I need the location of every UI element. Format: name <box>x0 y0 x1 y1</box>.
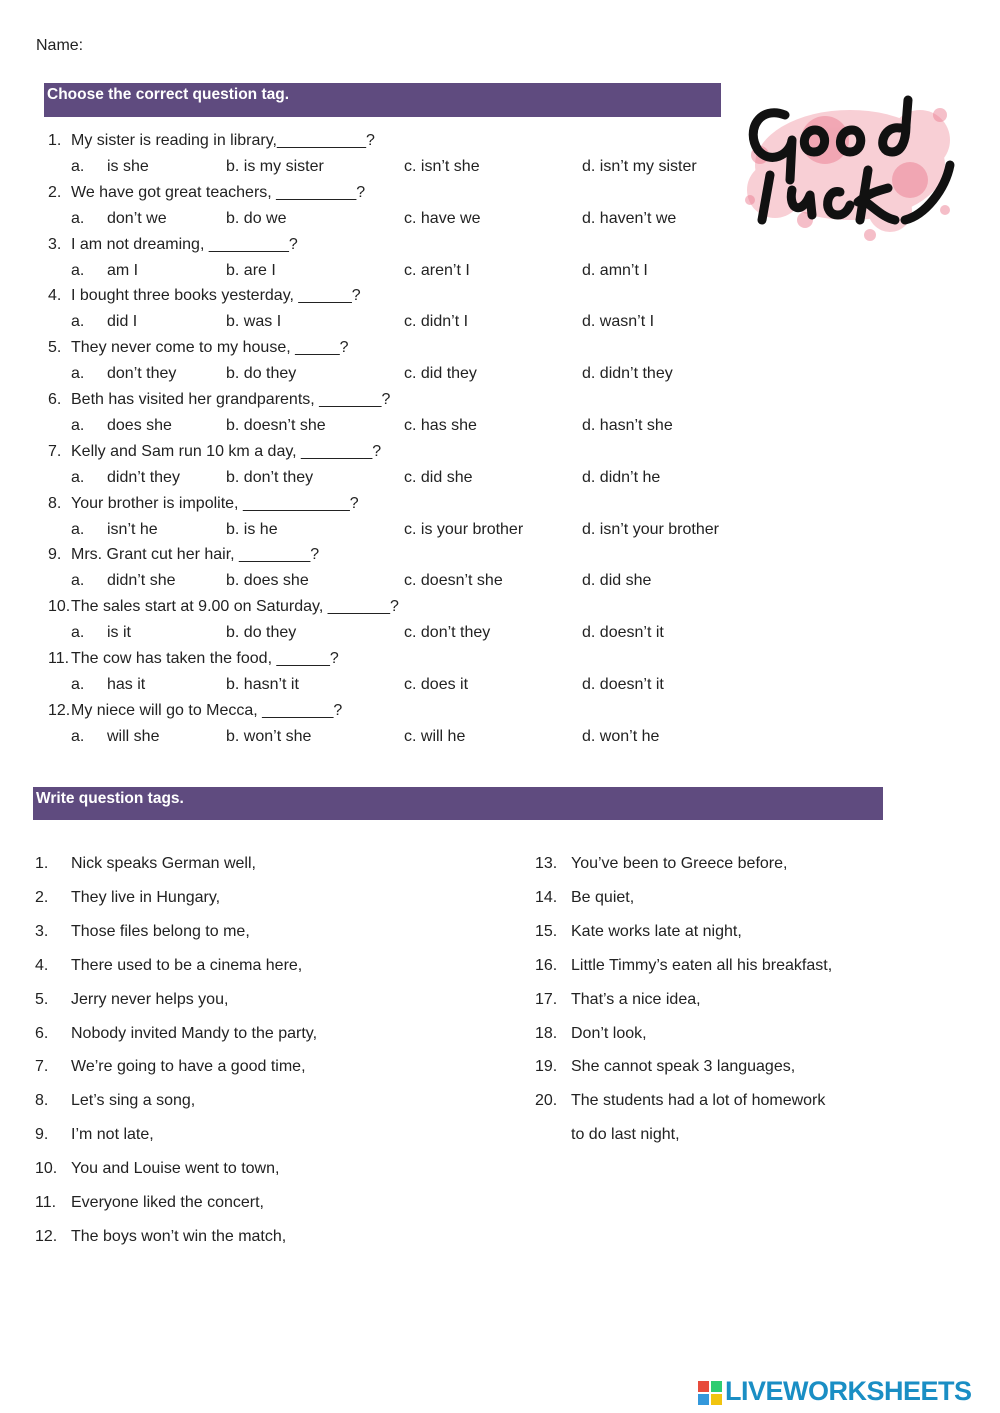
item-number: 7. <box>35 1058 49 1076</box>
option-a[interactable]: will she <box>107 727 160 745</box>
item-number: 18. <box>535 1024 558 1042</box>
option-b[interactable]: b. don’t they <box>226 468 314 486</box>
item-number: 1. <box>35 855 49 872</box>
option-d[interactable]: d. isn’t my sister <box>582 158 697 175</box>
item-text: Don’t look, <box>571 1024 647 1042</box>
item-number: 6. <box>35 1024 49 1042</box>
option-b[interactable]: b. do we <box>226 209 287 227</box>
item-text: Nobody invited Mandy to the party, <box>71 1024 318 1042</box>
option-a-letter[interactable]: a. <box>71 158 85 175</box>
question-number: 10. <box>48 598 71 616</box>
question-text: Beth has visited her grandparents, _______? <box>71 391 391 408</box>
option-d[interactable]: d. isn’t your brother <box>582 520 719 538</box>
option-a-letter[interactable]: a. <box>71 261 85 279</box>
option-a[interactable]: does she <box>107 417 172 434</box>
item-text: Those files belong to me, <box>71 922 250 940</box>
item-number: 16. <box>535 956 558 974</box>
option-a-letter[interactable]: a. <box>71 572 85 590</box>
item-text: The students had a lot of homework <box>571 1092 826 1110</box>
option-c[interactable]: c. isn’t she <box>404 158 480 175</box>
item-number: 12. <box>35 1227 58 1245</box>
item-number: 4. <box>35 956 49 974</box>
item-text: The boys won’t win the match, <box>71 1227 287 1245</box>
option-b[interactable]: b. doesn’t she <box>226 417 326 434</box>
option-a-letter[interactable]: a. <box>71 676 85 693</box>
option-c[interactable]: c. is your brother <box>404 520 524 538</box>
item-text: Little Timmy’s eaten all his breakfast, <box>571 956 833 974</box>
question-text: I am not dreaming, _________? <box>71 235 298 253</box>
option-a-letter[interactable]: a. <box>71 520 85 538</box>
option-a[interactable]: didn’t she <box>107 572 176 590</box>
question-text: We have got great teachers, _________? <box>71 183 366 201</box>
item-text: Everyone liked the concert, <box>71 1194 264 1211</box>
section1-title: Choose the correct question tag. <box>44 83 721 117</box>
question-text: They never come to my house, _____? <box>71 339 349 357</box>
option-b[interactable]: b. was I <box>226 313 282 331</box>
option-b[interactable]: b. are I <box>226 261 276 279</box>
item-text: Jerry never helps you, <box>71 990 229 1008</box>
item-text: That’s a nice idea, <box>571 990 701 1008</box>
option-a[interactable]: is she <box>107 158 149 175</box>
question-text: I bought three books yesterday, ______? <box>71 287 361 305</box>
option-a[interactable]: don’t they <box>107 365 177 383</box>
option-d[interactable]: d. did she <box>582 572 652 590</box>
question-number: 12. <box>48 701 71 719</box>
question-number: 7. <box>48 442 62 460</box>
item-number: 3. <box>35 922 49 940</box>
item-number: 14. <box>535 888 558 906</box>
option-b[interactable]: b. does she <box>226 572 309 590</box>
item-text: I’m not late, <box>71 1126 154 1144</box>
question-text: My sister is reading in library,__________? <box>71 132 375 149</box>
option-b[interactable]: b. do they <box>226 624 297 642</box>
item-number: 2. <box>35 888 49 906</box>
option-a[interactable]: am I <box>107 261 139 279</box>
option-a[interactable]: don’t we <box>107 209 167 227</box>
question-text: Kelly and Sam run 10 km a day, ________? <box>71 442 382 460</box>
item-number: 10. <box>35 1160 58 1178</box>
option-c[interactable]: c. has she <box>404 417 477 434</box>
question-number: 4. <box>48 287 62 305</box>
option-d[interactable]: d. won’t he <box>582 727 660 745</box>
option-a-letter[interactable]: a. <box>71 417 85 434</box>
item-number: 9. <box>35 1126 49 1144</box>
option-b[interactable]: b. hasn’t it <box>226 676 299 693</box>
option-b[interactable]: b. is my sister <box>226 158 324 175</box>
question-number: 8. <box>48 494 62 512</box>
option-d[interactable]: d. didn’t they <box>582 365 673 383</box>
item-text: You and Louise went to town, <box>71 1160 280 1178</box>
question-number: 9. <box>48 546 62 564</box>
good-luck-logo <box>730 70 960 250</box>
option-c[interactable]: c. does it <box>404 676 469 693</box>
option-a-letter[interactable]: a. <box>71 727 85 745</box>
item-text: Kate works late at night, <box>571 922 742 940</box>
item-number: 8. <box>35 1092 49 1110</box>
question-text: Your brother is impolite, ____________? <box>71 494 359 512</box>
option-d[interactable]: d. hasn’t she <box>582 417 673 434</box>
option-a[interactable]: did I <box>107 313 138 331</box>
option-b[interactable]: b. won’t she <box>226 727 312 745</box>
item-text: She cannot speak 3 languages, <box>571 1058 796 1076</box>
option-a-letter[interactable]: a. <box>71 468 85 486</box>
item-number: 13. <box>535 855 558 872</box>
option-b[interactable]: b. do they <box>226 365 297 383</box>
option-a-letter[interactable]: a. <box>71 624 85 642</box>
option-a[interactable]: has it <box>107 676 146 693</box>
section2-title: Write question tags. <box>33 787 883 820</box>
option-d[interactable]: d. doesn’t it <box>582 624 664 642</box>
question-number: 2. <box>48 183 62 201</box>
item-text: We’re going to have a good time, <box>71 1058 306 1076</box>
option-a[interactable]: is it <box>107 624 131 642</box>
liveworksheets-logo <box>697 1376 995 1408</box>
item-number: 17. <box>535 990 558 1008</box>
item-number: 19. <box>535 1058 558 1076</box>
option-c[interactable]: c. doesn’t she <box>404 572 503 590</box>
question-text: The sales start at 9.00 on Saturday, _______? <box>71 598 399 616</box>
question-number: 6. <box>48 391 62 408</box>
option-a-letter[interactable]: a. <box>71 313 85 331</box>
option-c[interactable]: c. aren’t I <box>404 261 470 279</box>
item-text: You’ve been to Greece before, <box>571 855 788 872</box>
item-number: 20. <box>535 1092 558 1110</box>
item-text: Nick speaks German well, <box>71 855 256 872</box>
option-c[interactable]: c. did they <box>404 365 477 383</box>
item-text: Let’s sing a song, <box>71 1092 196 1110</box>
question-number: 3. <box>48 235 62 253</box>
item-number: 15. <box>535 922 558 940</box>
option-d[interactable]: d. amn’t I <box>582 261 648 279</box>
option-c[interactable]: c. did she <box>404 468 473 486</box>
liveworksheets-icon <box>697 1380 723 1406</box>
item-text: There used to be a cinema here, <box>71 956 303 974</box>
option-c[interactable]: c. will he <box>404 727 466 745</box>
option-b[interactable]: b. is he <box>226 520 278 538</box>
item-number: 11. <box>35 1194 57 1211</box>
option-d[interactable]: d. haven’t we <box>582 209 677 227</box>
item-text: to do last night, <box>571 1126 680 1144</box>
question-text: My niece will go to Mecca, ________? <box>71 701 343 719</box>
option-a-letter[interactable]: a. <box>71 365 85 383</box>
option-c[interactable]: c. don’t they <box>404 624 491 642</box>
question-number: 11. <box>48 650 70 667</box>
name-label: Name: <box>36 37 84 54</box>
question-number: 1. <box>48 132 62 149</box>
option-d[interactable]: d. doesn’t it <box>582 676 664 693</box>
liveworksheets-brand: LIVEWORKSHEETS <box>725 1376 972 1406</box>
option-a[interactable]: didn’t they <box>107 468 180 486</box>
item-text: Be quiet, <box>571 888 635 906</box>
question-text: Mrs. Grant cut her hair, ________? <box>71 546 320 564</box>
option-d[interactable]: d. didn’t he <box>582 468 661 486</box>
item-text: They live in Hungary, <box>71 888 221 906</box>
option-c[interactable]: c. didn’t I <box>404 313 469 331</box>
option-a-letter[interactable]: a. <box>71 209 85 227</box>
item-number: 5. <box>35 990 49 1008</box>
question-number: 5. <box>48 339 62 357</box>
option-d[interactable]: d. wasn’t I <box>582 313 655 331</box>
question-text: The cow has taken the food, ______? <box>71 650 339 667</box>
option-a[interactable]: isn’t he <box>107 520 158 538</box>
option-c[interactable]: c. have we <box>404 209 481 227</box>
